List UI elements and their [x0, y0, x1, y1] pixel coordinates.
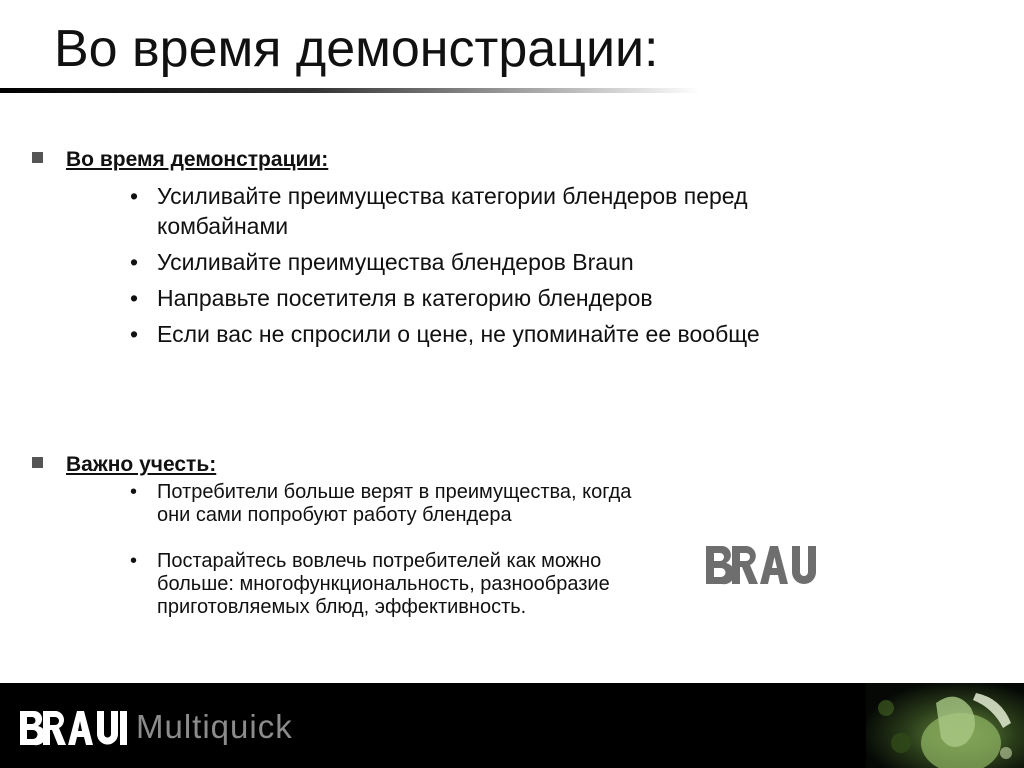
square-bullet-icon [32, 457, 43, 468]
section-heading-demo [32, 147, 328, 173]
logo-lettering: BRAUN [704, 544, 708, 545]
footer-product-name: Multiquick [136, 708, 293, 745]
important-bullet-list [130, 481, 670, 642]
list-item: • Направьте посетителя в категорию блендеров [130, 283, 850, 313]
section-heading-important [32, 452, 216, 478]
list-item: • Усиливайте преимущества категории блендеров перед комбайнами [130, 181, 850, 241]
footer-braun-logo [18, 709, 130, 749]
slide-title: Во время демонстрации: [54, 20, 659, 78]
list-item: • Потребители больше верят в преимущества, когда они сами попробуют работу блендера [130, 481, 670, 527]
square-bullet-icon [32, 152, 43, 163]
list-item: • Постарайтесь вовлечь потребителей как можно больше: многофункциональность, разнообразие приготовляемых блюд, эффективность. [130, 550, 670, 619]
title-underline [0, 88, 700, 93]
list-item: • Усиливайте преимущества блендеров Braun [130, 247, 850, 277]
section-heading-text: Во время демонстрации: [66, 148, 329, 171]
demo-bullet-list [130, 181, 850, 355]
braun-logo [704, 544, 828, 588]
footer-product-photo [866, 683, 1024, 768]
list-item: • Если вас не спросили о цене, не упоминайте ее вообще [130, 319, 850, 349]
section-heading-text: Важно учесть: [66, 453, 217, 476]
